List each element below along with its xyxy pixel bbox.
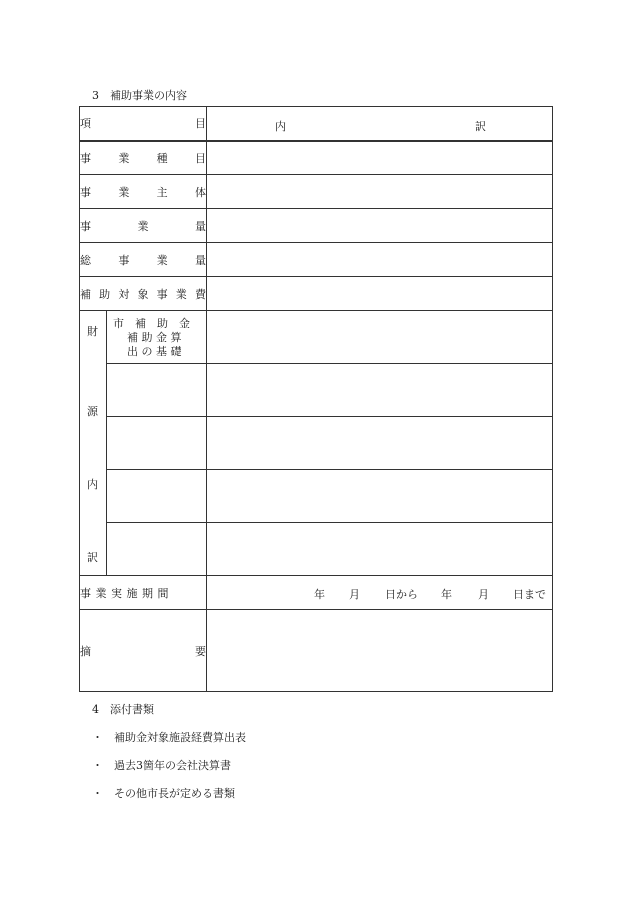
summary-label	[80, 643, 206, 659]
funding-char: 訳	[87, 551, 98, 564]
label-text	[80, 218, 206, 234]
header-item-label	[80, 115, 206, 131]
table-row	[80, 311, 553, 364]
label-char: 体	[194, 185, 206, 199]
value-funding-3[interactable]	[207, 470, 553, 523]
label-char: 業	[175, 287, 187, 301]
label-char: 業	[118, 185, 130, 199]
table-row	[80, 141, 553, 175]
value-eligible-cost[interactable]	[207, 277, 553, 311]
label-eligible-cost	[80, 277, 207, 311]
label-char: 事	[80, 219, 91, 233]
label-char: 事	[118, 253, 130, 267]
label-char: 費	[194, 287, 206, 301]
label-business-type	[80, 141, 207, 175]
label-business-volume	[80, 209, 207, 243]
label-char: 業	[156, 253, 168, 267]
label-char: 対	[118, 287, 130, 301]
attachment-item: 過去3箇年の会社決算書	[114, 759, 231, 772]
label-char: 量	[195, 219, 206, 233]
value-business-volume[interactable]	[207, 209, 553, 243]
funding-source-cell[interactable]	[107, 364, 206, 417]
funding-block	[80, 311, 207, 576]
label-char: 補	[80, 287, 91, 301]
subsidy-basis-line2: 補 助 金 算	[127, 331, 182, 344]
list-item	[92, 757, 231, 773]
period-month-end: 月	[478, 588, 489, 601]
subsidy-project-table	[79, 106, 553, 692]
label-period	[80, 576, 207, 610]
table-row	[80, 209, 553, 243]
value-summary[interactable]	[207, 610, 553, 692]
funding-source-cell[interactable]	[107, 417, 206, 470]
summary-label-left: 摘	[80, 644, 91, 658]
value-funding-4[interactable]	[207, 523, 553, 576]
table-row	[80, 277, 553, 311]
table-row	[80, 576, 553, 610]
section-3-heading: 3 補助事業の内容	[92, 89, 187, 102]
label-char: 項	[80, 117, 91, 131]
period-year-end: 年	[441, 588, 452, 601]
header-item	[80, 107, 207, 141]
funding-char: 源	[87, 405, 98, 418]
label-char: 事	[156, 287, 168, 301]
label-text	[80, 286, 206, 302]
table-row	[80, 243, 553, 277]
value-subsidy-basis[interactable]	[207, 311, 553, 364]
summary-label-right: 要	[195, 644, 206, 658]
label-char: 事	[80, 151, 91, 165]
label-char: 業	[137, 219, 149, 233]
header-detail-right: 訳	[475, 120, 486, 133]
label-text: 事業実施期間	[80, 586, 173, 600]
label-total-volume	[80, 243, 207, 277]
funding-subsidy-basis	[107, 311, 206, 364]
label-char: 象	[137, 287, 149, 301]
label-char: 業	[118, 151, 130, 165]
funding-source-cell[interactable]	[107, 470, 206, 523]
section-4-heading: 4 添付書類	[92, 703, 154, 716]
header-detail-left: 内	[275, 120, 286, 133]
list-item	[92, 729, 246, 745]
table-row	[80, 610, 553, 692]
label-text	[80, 150, 206, 166]
funding-char: 内	[87, 478, 98, 491]
period-day-until: 日まで	[513, 588, 546, 601]
label-char: 事	[80, 185, 91, 199]
table-row	[80, 175, 553, 209]
subsidy-basis-line1: 市 補 助 金	[113, 317, 190, 330]
value-business-type[interactable]	[207, 141, 553, 175]
label-char: 種	[156, 151, 168, 165]
label-text	[80, 184, 206, 200]
value-funding-2[interactable]	[207, 417, 553, 470]
table-header-row	[80, 107, 553, 141]
label-char: 助	[99, 287, 111, 301]
funding-char: 財	[87, 325, 98, 338]
bullet: ・	[92, 787, 103, 800]
label-char: 総	[80, 253, 91, 267]
label-char: 目	[195, 117, 206, 131]
funding-vertical-label	[80, 311, 107, 575]
period-year-start: 年	[314, 588, 325, 601]
period-month-start: 月	[349, 588, 360, 601]
attachment-item: 補助金対象施設経費算出表	[114, 731, 246, 744]
value-total-volume[interactable]	[207, 243, 553, 277]
label-summary	[80, 610, 207, 692]
value-period[interactable]	[207, 576, 553, 610]
period-day-from: 日から	[385, 588, 418, 601]
bullet: ・	[92, 759, 103, 772]
bullet: ・	[92, 731, 103, 744]
subsidy-basis-line3: 出 の 基 礎	[127, 345, 182, 358]
value-funding-1[interactable]	[207, 364, 553, 417]
label-char: 目	[194, 151, 206, 165]
label-char: 主	[156, 185, 168, 199]
label-business-entity	[80, 175, 207, 209]
value-business-entity[interactable]	[207, 175, 553, 209]
list-item	[92, 785, 235, 801]
label-text	[80, 252, 206, 268]
header-detail	[207, 107, 553, 141]
attachment-item: その他市長が定める書類	[114, 787, 235, 800]
label-char: 量	[194, 253, 206, 267]
